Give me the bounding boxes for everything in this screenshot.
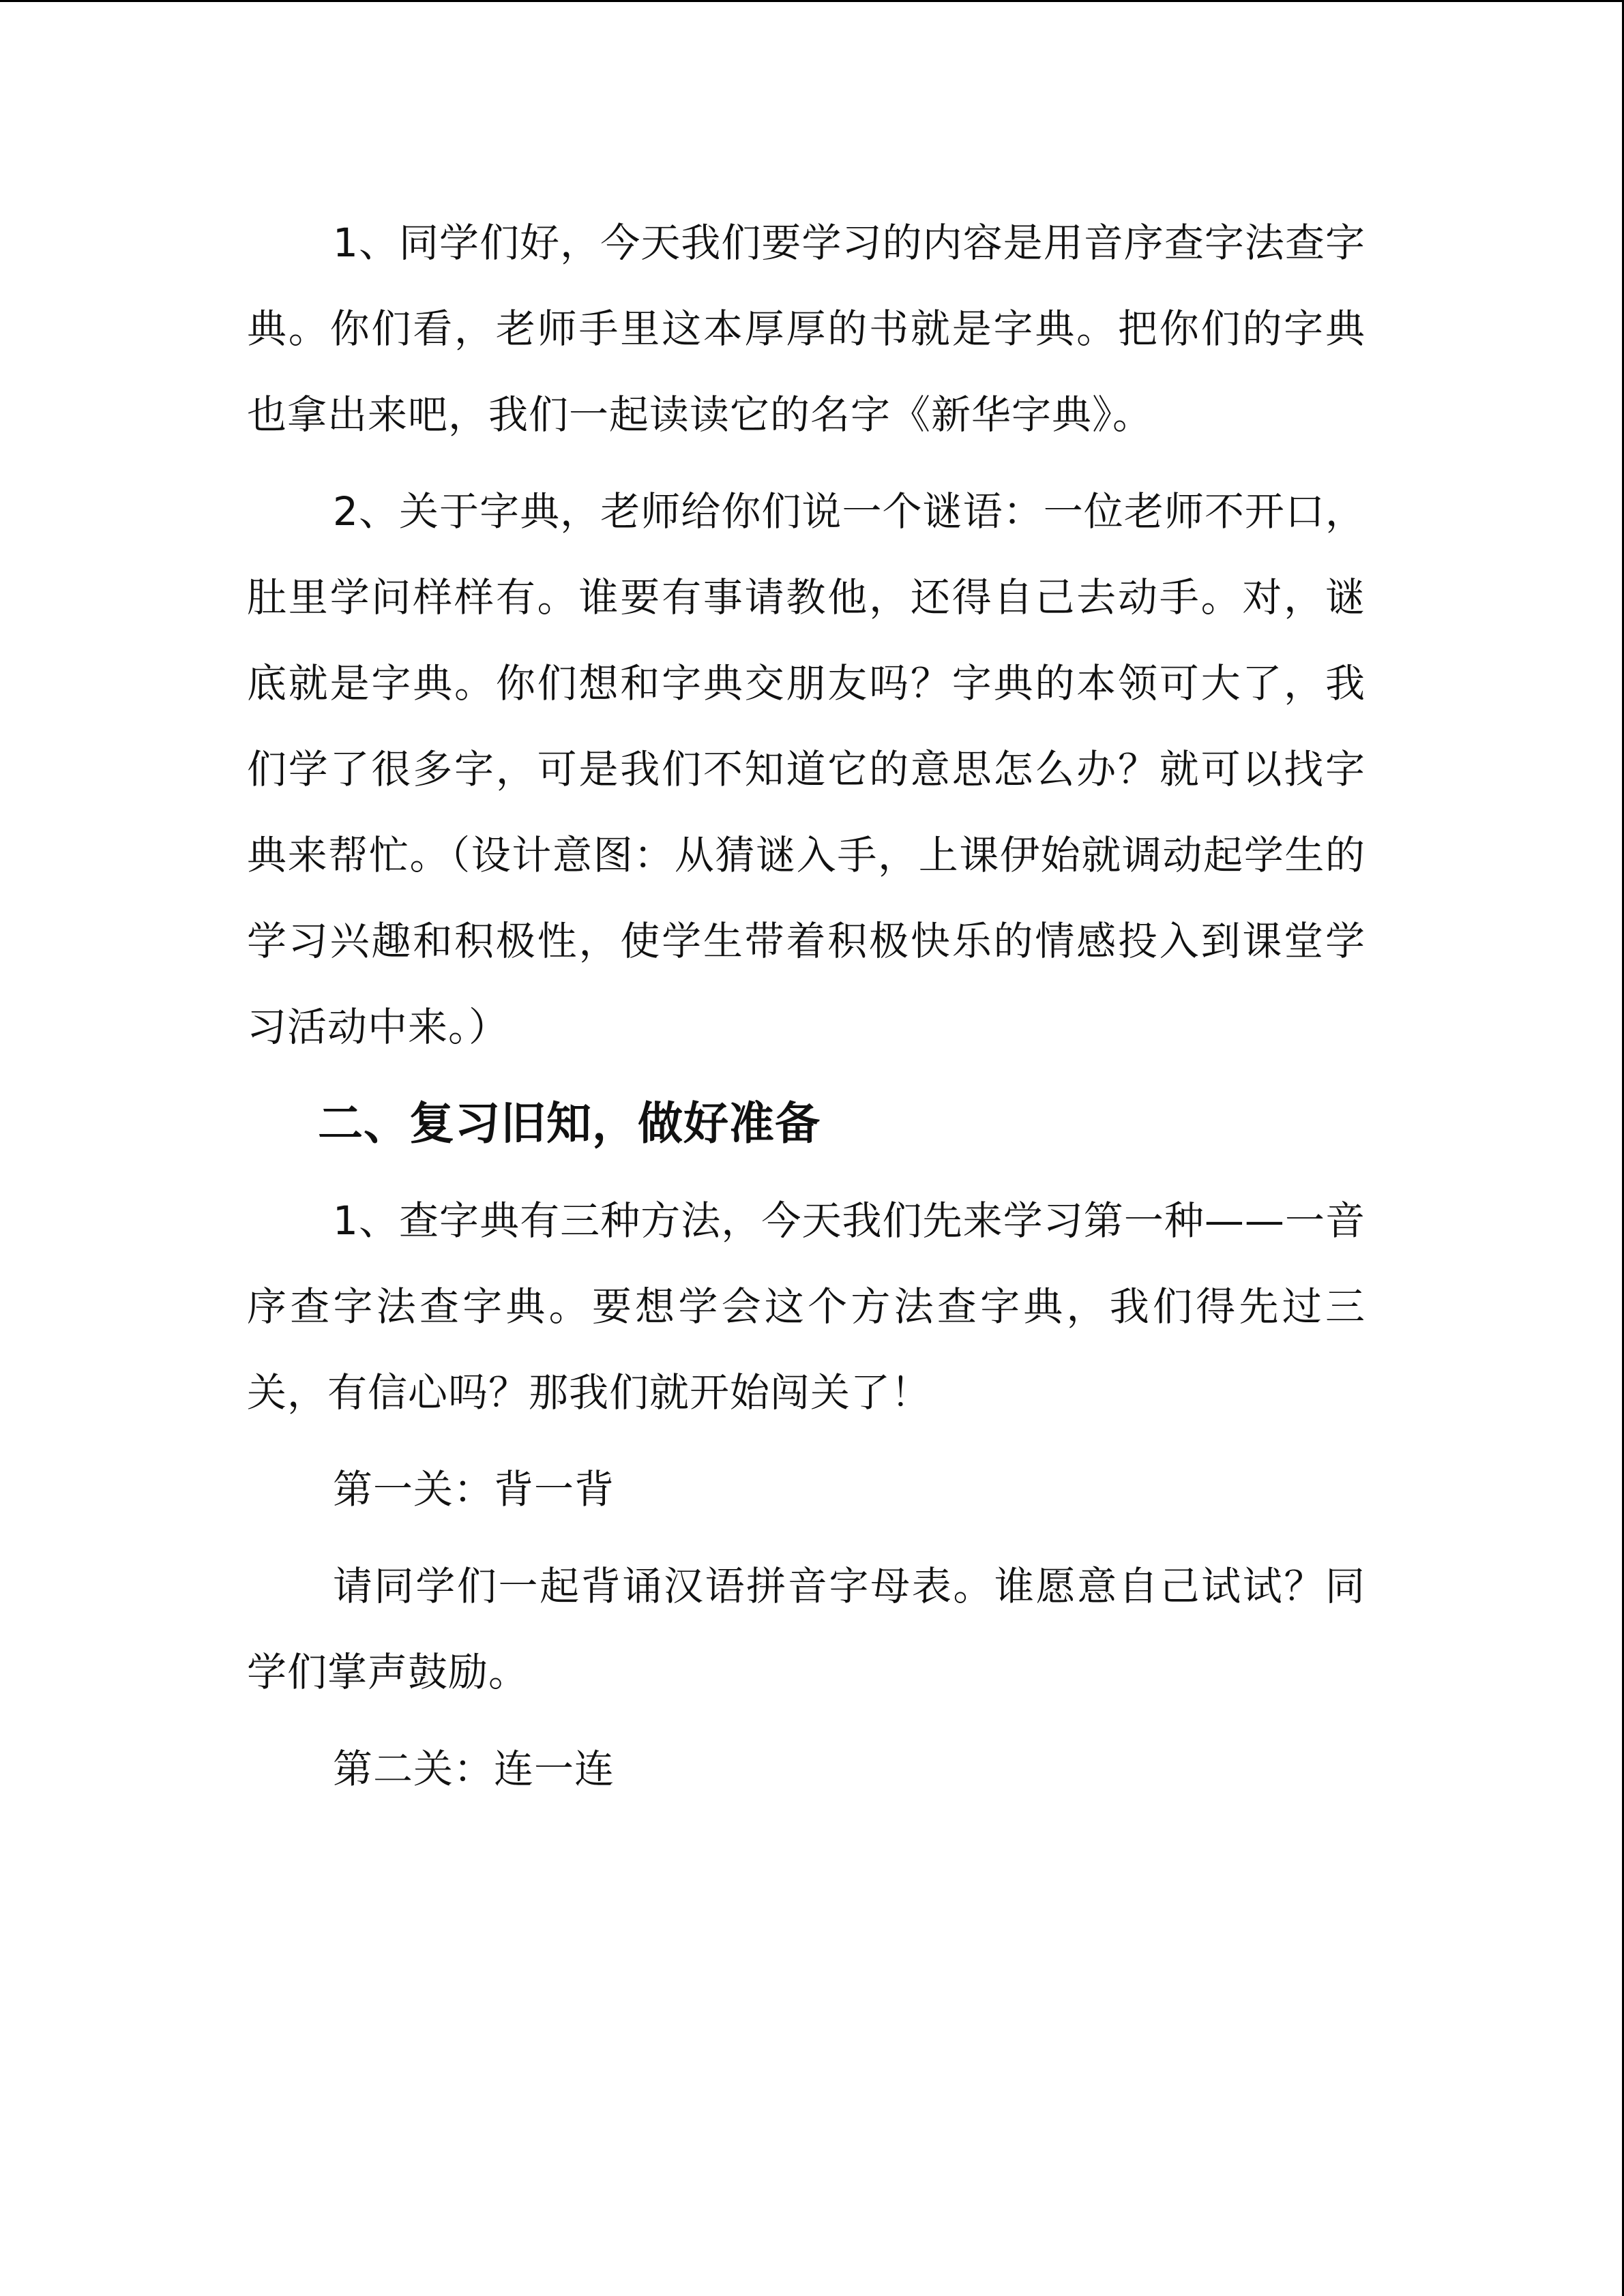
- section-heading: 二、复习旧知，做好准备: [318, 1097, 821, 1150]
- document-body: [247, 200, 1365, 1823]
- paragraph-intro-2: 2、关于字典，老师给你们说一个谜语：一位老师不开口，肚里学问样样有。谁要有事请教他，还得自己去动手。对，谜底就是字典。你们想和字典交朋友吗？字典的本领可大了，我们学了很多字，可是我们不知道它的意思怎么办？就可以找字典来帮忙。（设计意图：从猜谜入手，上课伊始就调动起学生的学习兴趣和积极性，使学生带着积极快乐的情感投入到课堂学习活动中来。）: [247, 488, 1365, 1050]
- level-two-label: 第二关：连一连: [333, 1746, 615, 1792]
- paragraph-section-2: 请同学们一起背诵汉语拼音字母表。谁愿意自己试试？同学们掌声鼓励。: [247, 1563, 1365, 1695]
- paragraph-section-1: 1、查字典有三种方法，今天我们先来学习第一种——一音序查字法查字典。要想学会这个方法查字典，我们得先过三关，有信心吗？那我们就开始闯关了！: [247, 1197, 1365, 1416]
- level-one-label: 第一关：背一背: [333, 1466, 615, 1512]
- paragraph-intro-1: 1、同学们好，今天我们要学习的内容是用音序查字法查字典。你们看，老师手里这本厚厚的书就是字典。把你们的字典也拿出来吧，我们一起读读它的名字《新华字典》。: [247, 220, 1365, 438]
